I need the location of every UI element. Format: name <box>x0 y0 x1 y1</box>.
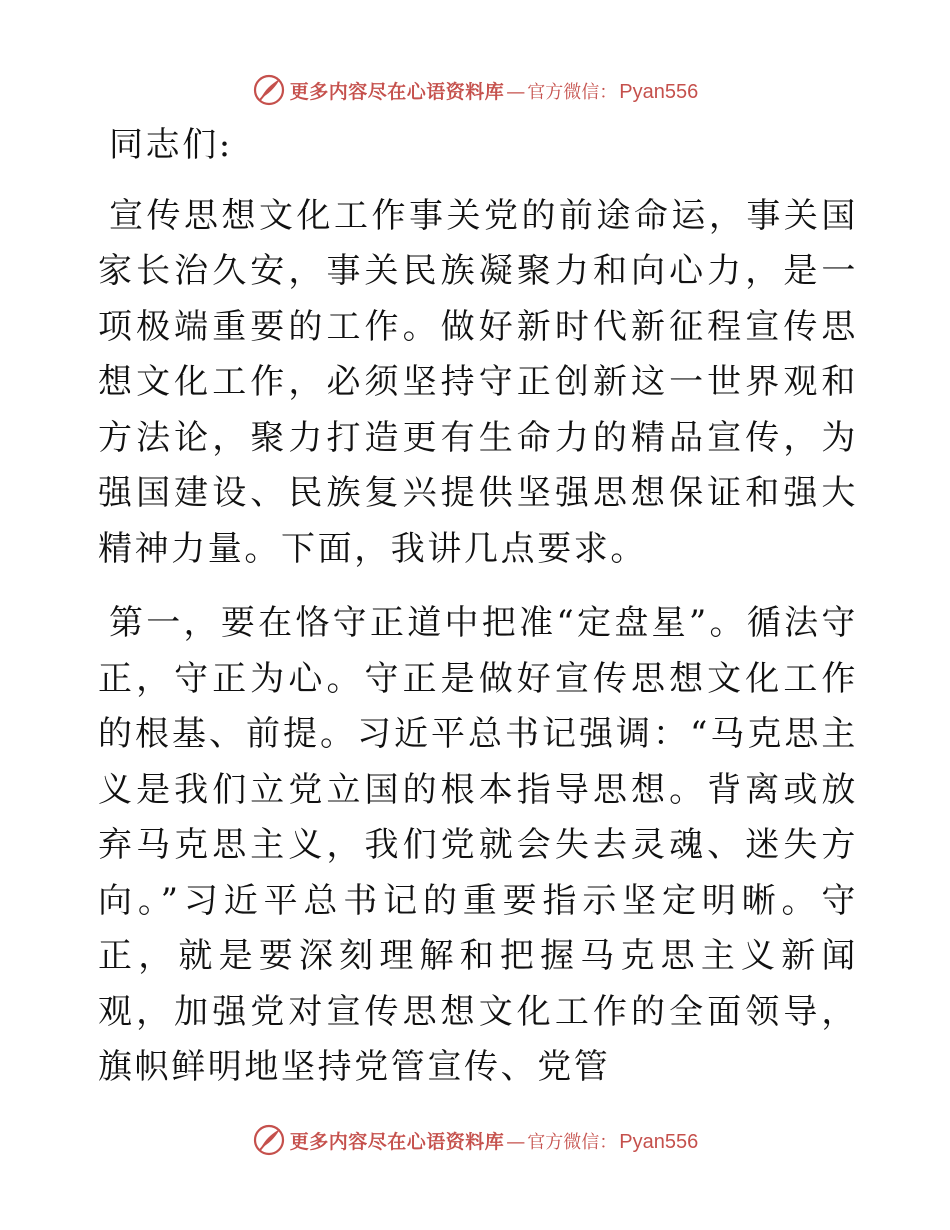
quill-logo-icon <box>252 73 286 107</box>
watermark-official-label: 官方微信： <box>527 1131 618 1153</box>
watermark-main-text: 更多内容尽在心语资料库 <box>289 1130 505 1153</box>
watermark-wechat-id: Pyan556 <box>619 1130 699 1153</box>
paragraph-intro: 宣传思想文化工作事关党的前途命运，事关国家长治久安，事关民族凝聚力和向心力，是一项极端重要的工作。做好新时代新征程宣传思想文化工作，必须坚持守正创新这一世界观和方法论，聚力打造更有生命力的精品宣传，为强国建设、民族复兴提供坚强思想保证和强大精神力量。下面，我讲几点要求。 <box>98 195 858 569</box>
document-body <box>98 118 858 1096</box>
watermark-wechat-id: Pyan556 <box>619 80 699 103</box>
quill-logo-icon <box>252 1123 286 1157</box>
header-watermark <box>0 68 950 112</box>
footer-watermark <box>0 1118 950 1162</box>
paragraph-first-point: 第一，要在恪守正道中把准“定盘星”。循法守正，守正为心。守正是做好宣传思想文化工作的根基、前提。习近平总书记强调：“马克思主义是我们立党立国的根本指导思想。背离或放弃马克思主义，我们党就会失去灵魂、迷失方向。”习近平总书记的重要指示坚定明晰。守正，就是要深刻理解和把握马克思主义新闻观，加强党对宣传思想文化工作的全面领导，旗帜鲜明地坚持党管宣传、党管 <box>98 603 858 1087</box>
watermark-official-label: 官方微信： <box>527 81 618 103</box>
watermark-separator: — <box>506 1130 526 1153</box>
watermark-separator: — <box>506 80 526 103</box>
salutation: 同志们: <box>109 125 233 165</box>
watermark-main-text: 更多内容尽在心语资料库 <box>289 80 505 103</box>
